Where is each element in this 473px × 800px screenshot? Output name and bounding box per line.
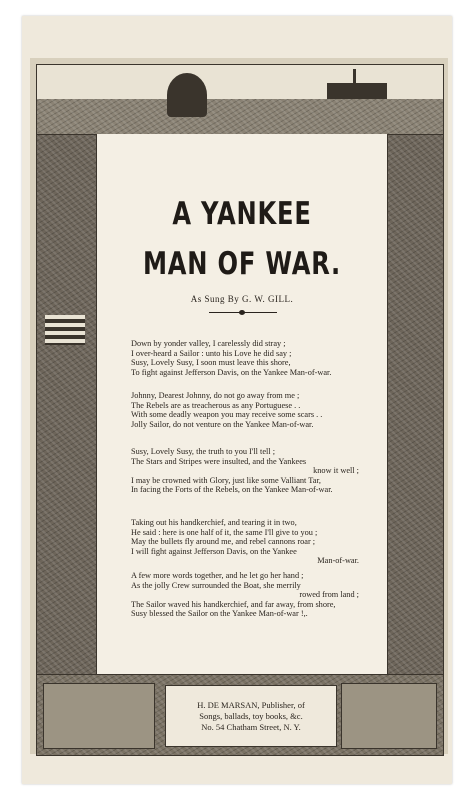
verse-line: The Sailor waved his handkerchief, and far away, from shore, xyxy=(131,599,336,609)
song-panel xyxy=(96,134,388,674)
bottom-woodcut-border xyxy=(36,674,444,756)
verse-line: Jolly Sailor, do not venture on the Yankee Man-of-war. xyxy=(131,419,314,429)
verse-line: I will fight against Jefferson Davis, on the Yankee xyxy=(131,546,297,556)
verse-line: As the jolly Crew surrounded the Boat, she merrily xyxy=(131,580,301,590)
flag-illustration xyxy=(45,315,85,345)
song-title-line1: A YANKEE xyxy=(172,196,312,232)
verse-line: rowed from land ; xyxy=(299,590,359,600)
verse-2 xyxy=(131,391,363,429)
publisher-line: H. DE MARSAN, Publisher, of xyxy=(197,699,305,710)
byline: As Sung By G. W. GILL. xyxy=(190,294,294,304)
publisher-line: No. 54 Chatham Street, N. Y. xyxy=(201,721,301,732)
verse-line: May the bullets fly around me, and rebel cannons roar ; xyxy=(131,537,316,547)
left-woodcut-border xyxy=(36,134,98,676)
verse-line: The Stars and Stripes were insulted, and the Yankees xyxy=(131,456,307,466)
crowd-scene-illustration xyxy=(341,683,437,749)
verse-line: Johnny, Dearest Johnny, do not go away from me ; xyxy=(131,391,300,400)
verse-5 xyxy=(131,571,363,619)
verse-line: know it well ; xyxy=(313,466,359,476)
verse-line: With some deadly weapon you may receive some scars . . xyxy=(131,410,323,420)
song-title-line2: MAN OF WAR. xyxy=(142,246,342,282)
verse-line: I may be crowned with Glory, just like some Valliant Tar, xyxy=(131,475,321,485)
verse-3 xyxy=(131,447,363,495)
verse-line: Susy blessed the Sailor on the Yankee Man-of-war !,. xyxy=(131,609,308,619)
verse-line: The Rebels are as treacherous as any Portuguese . . xyxy=(131,400,301,410)
verse-line: A few more words together, and he let go her hand ; xyxy=(131,571,304,580)
top-woodcut-border xyxy=(36,64,444,136)
publisher-line: Songs, ballads, toy books, &c. xyxy=(199,710,303,721)
ornamental-rule xyxy=(209,312,277,313)
verse-line: Taking out his handkerchief, and tearing it in two, xyxy=(131,518,297,527)
verse-line: In facing the Forts of the Rebels, on the Yankee Man-of-war. xyxy=(131,485,333,495)
publisher-imprint xyxy=(165,685,337,747)
verse-line: I over-heard a Sailor : unto his Love he did say ; xyxy=(131,348,292,358)
verse-1 xyxy=(131,339,363,377)
right-woodcut-border xyxy=(386,134,444,676)
verse-line: Down by yonder valley, I carelessly did stray ; xyxy=(131,339,286,348)
ship-illustration xyxy=(327,83,387,99)
verse-line: Susy, Lovely Susy, I soon must leave this shore, xyxy=(131,358,291,368)
verse-line: He said : here is one half of it, the same I'll give to you ; xyxy=(131,527,318,537)
verse-line: To fight against Jefferson Davis, on the Yankee Man-of-war. xyxy=(131,367,332,377)
verse-4 xyxy=(131,518,363,566)
verse-line: Susy, Lovely Susy, the truth to you I'll tell ; xyxy=(131,447,275,456)
verse-line: Man-of-war. xyxy=(317,556,359,566)
tree-illustration xyxy=(167,73,207,117)
street-scene-illustration xyxy=(43,683,155,749)
